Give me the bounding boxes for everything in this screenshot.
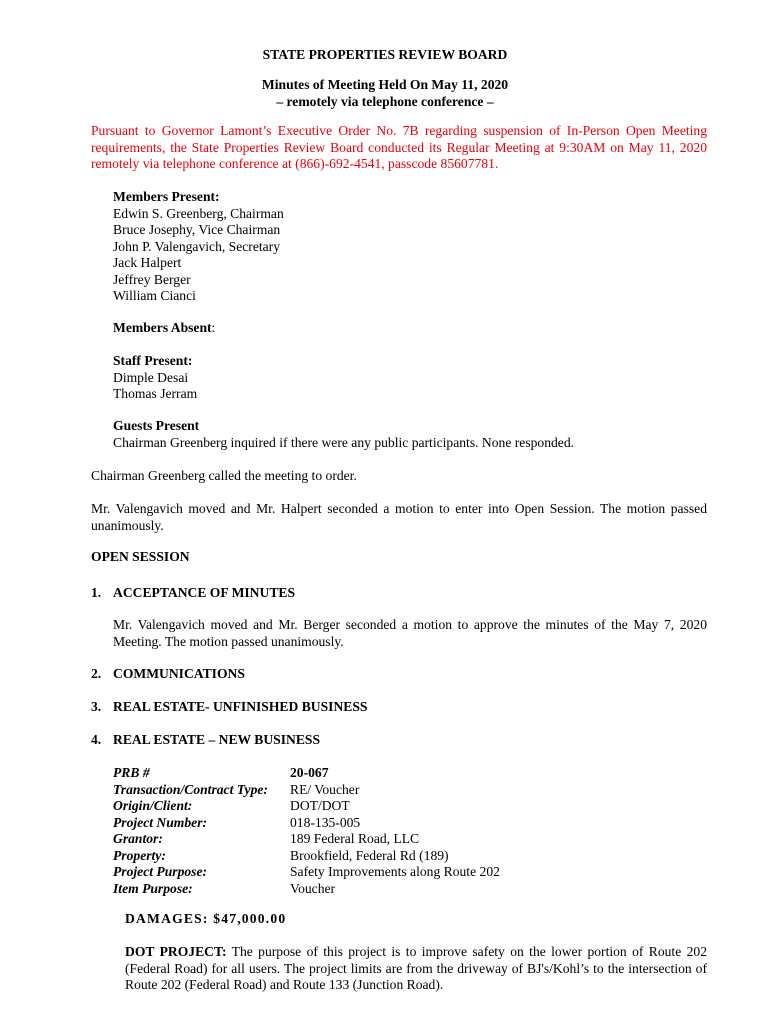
member-name: Bruce Josephy, Vice Chairman [113,222,281,237]
guests-present-section [113,418,574,451]
guests-present-text: Chairman Greenberg inquired if there were any public participants. None responded. [113,434,575,450]
prb-label: Item Purpose: [113,880,193,896]
member-name: Edwin S. Greenberg, Chairman [113,205,284,221]
members-absent-colon: : [211,320,216,335]
open-session-motion: Mr. Valengavich moved and Mr. Halpert seconded a motion to enter into Open Session. The motion passed unanimously. [91,501,707,533]
prb-value: Voucher [290,880,336,896]
prb-label: Transaction/Contract Type: [113,781,268,797]
member-name: Jack Halpert [113,255,182,270]
prb-value: 20-067 [290,765,329,780]
member-name: William Cianci [113,288,196,303]
prb-value: 018-135-005 [290,814,361,830]
prb-value: Brookfield, Federal Rd (189) [290,847,449,863]
prb-field-labels [113,765,268,897]
prb-value: Safety Improvements along Route 202 [290,864,500,879]
staff-present-section [113,353,197,403]
staff-name: Thomas Jerram [113,386,198,401]
prb-label: Project Number: [113,814,208,830]
prb-label: Project Purpose: [113,864,208,879]
executive-order-notice: Pursuant to Governor Lamont’s Executive Order No. 7B regarding suspension of In-Person Open Meeting requirements, the State Properties Review Board conducted its Regular Meeting at 9:30AM on May 11, 2020 remotely via telephone conference at (866)-692-4541, passcode 85607781. [91,123,707,171]
members-present-heading: Members Present: [113,189,220,204]
prb-value: RE/ Voucher [290,781,360,797]
member-name: Jeffrey Berger [113,271,191,287]
agenda-item-title: COMMUNICATIONS [113,666,245,681]
agenda-item-title: REAL ESTATE – NEW BUSINESS [113,732,321,747]
members-absent-section [113,320,215,337]
agenda-item-3 [91,699,368,716]
agenda-item-title: ACCEPTANCE OF MINUTES [113,585,296,600]
prb-value: 189 Federal Road, LLC [290,831,420,846]
prb-field-values [290,765,500,897]
guests-present-heading: Guests Present [113,418,200,433]
prb-label: Origin/Client: [113,798,193,813]
prb-label: PRB # [113,765,150,780]
prb-label: Grantor: [113,831,163,846]
agenda-item-number: 3. [91,699,102,714]
dot-project-label: DOT PROJECT: [125,944,227,959]
member-name: John P. Valengavich, Secretary [113,238,280,254]
meeting-date-heading: Minutes of Meeting Held On May 11, 2020 [261,77,509,92]
prb-value: DOT/DOT [290,798,350,813]
agenda-item-4 [91,732,321,749]
staff-present-heading: Staff Present: [113,353,193,368]
staff-name: Dimple Desai [113,369,189,385]
dot-project-description [125,944,707,994]
open-session-heading: OPEN SESSION [91,549,190,564]
agenda-item-2 [91,666,245,683]
agenda-item-number: 2. [91,666,102,681]
members-absent-heading: Members Absent [113,320,212,335]
call-to-order-text: Chairman Greenberg called the meeting to order. [91,468,357,483]
prb-label: Property: [113,847,166,863]
agenda-item-number: 1. [91,585,102,600]
dot-project-text: The purpose of this project is to improve safety on the lower portion of Route 202 (Federal Road) for all users. The project limits are from the driveway of BJ's/Kohl’s to the intersection of Route 202 (Federal Road) and Route 133 (Junction Road). [125,944,707,992]
meeting-format-heading: – remotely via telephone conference – [276,94,494,109]
document-title: STATE PROPERTIES REVIEW BOARD [262,47,508,62]
agenda-item-title: REAL ESTATE- UNFINISHED BUSINESS [113,699,368,714]
agenda-item-number: 4. [91,732,102,747]
minutes-approval-motion: Mr. Valengavich moved and Mr. Berger seconded a motion to approve the minutes of the May 7, 2020 Meeting. The motion passed unanimously. [113,617,707,649]
members-present-section [113,189,284,305]
damages-amount: DAMAGES: $47,000.00 [125,911,287,926]
agenda-item-1 [91,585,296,602]
